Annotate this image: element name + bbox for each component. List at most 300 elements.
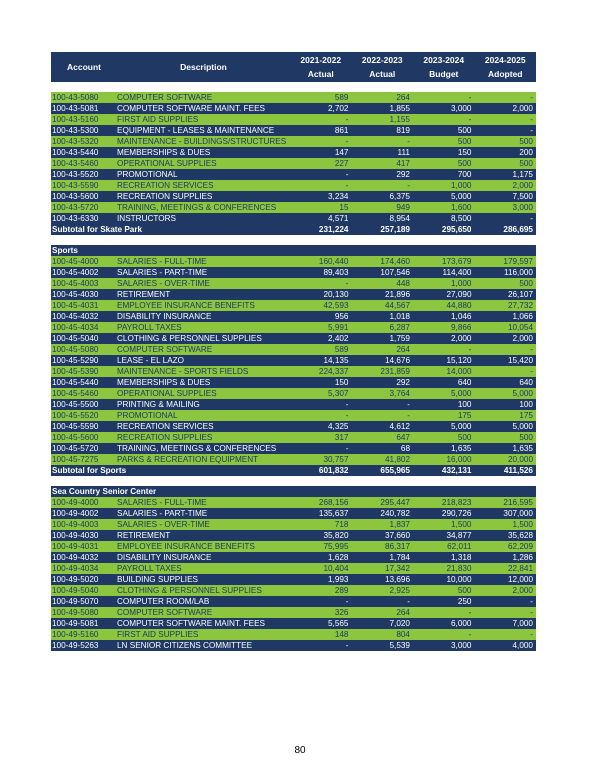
amount-cell: 2,925 — [389, 586, 410, 595]
table-row — [51, 202, 536, 213]
amount-cell: 500 — [457, 586, 472, 595]
amount-cell: 640 — [457, 378, 472, 387]
amount-cell: 2,402 — [328, 334, 349, 343]
amount-cell: 22,841 — [507, 564, 533, 573]
amount-cell: 326 — [334, 608, 349, 617]
amount-cell: 5,000 — [451, 389, 472, 398]
amount-cell: 1,500 — [451, 520, 472, 529]
amount-cell: 5,000 — [451, 192, 472, 201]
description-header: Description — [180, 62, 227, 72]
amount-cell: 1,600 — [451, 203, 472, 212]
amount-cell: 160,440 — [318, 257, 349, 266]
account-cell: 100-49-5080 — [52, 608, 99, 617]
description-cell: COMPUTER SOFTWARE MAINT. FEES — [117, 619, 265, 628]
amount-cell: 1,000 — [451, 181, 472, 190]
table-row — [51, 180, 536, 191]
table-row — [51, 585, 536, 596]
description-cell: PRINTING & MAILING — [117, 400, 200, 409]
amount-cell: 1,628 — [328, 553, 349, 562]
amount-cell: 5,991 — [328, 323, 349, 332]
amount-cell: 27,090 — [446, 290, 472, 299]
description-cell: COMPUTER SOFTWARE — [117, 93, 213, 102]
table-row — [51, 541, 536, 552]
account-cell: 100-49-4034 — [52, 564, 99, 573]
amount-cell: 1,784 — [389, 553, 410, 562]
description-cell: EQUIPMENT - LEASES & MAINTENANCE — [117, 126, 275, 135]
table-row — [51, 640, 536, 651]
amount-cell: 1,837 — [389, 520, 410, 529]
account-cell: 100-45-4032 — [52, 312, 99, 321]
amount-cell: 5,000 — [451, 422, 472, 431]
description-cell: DISABILITY INSURANCE — [117, 553, 212, 562]
description-cell: COMPUTER SOFTWARE — [117, 345, 213, 354]
amount-cell: - — [530, 345, 533, 354]
amount-cell: 949 — [396, 203, 410, 212]
amount-cell: 21,830 — [446, 564, 472, 573]
account-cell: 100-45-5460 — [52, 389, 99, 398]
amount-cell: 4,000 — [512, 641, 533, 650]
amount-cell: 7,000 — [512, 619, 533, 628]
amount-cell: 640 — [519, 378, 533, 387]
table-row — [51, 574, 536, 585]
page-number: 80 — [294, 745, 306, 756]
amount-cell: - — [345, 400, 349, 409]
table-row — [51, 333, 536, 344]
account-cell: 100-49-4032 — [52, 553, 99, 562]
description-cell: LEASE - EL LAZO — [117, 356, 185, 365]
amount-cell: 2,000 — [451, 334, 472, 343]
description-cell: COMPUTER ROOM/LAB — [117, 597, 210, 606]
account-cell: 100-45-4002 — [52, 268, 99, 277]
description-cell: BUILDING SUPPLIES — [117, 575, 198, 584]
amount-cell: 20,000 — [507, 455, 533, 464]
amount-cell: 148 — [334, 630, 349, 639]
amount-cell: 86,317 — [384, 542, 410, 551]
col-header-2024-2025: 2024-2025 Adopted — [484, 55, 526, 79]
amount-cell: 175 — [519, 411, 533, 420]
table-row — [51, 388, 536, 399]
sports-subtotal: Subtotal for Sports 601,832 655,965 432,131 411,526 — [51, 465, 536, 476]
amount-cell: - — [530, 93, 533, 102]
description-cell: PAYROLL TAXES — [117, 564, 182, 573]
amount-cell: 1,500 — [512, 520, 533, 529]
account-cell: 100-45-5500 — [52, 400, 99, 409]
account-cell: 100-45-4000 — [52, 257, 99, 266]
table-row — [51, 92, 536, 103]
amount-cell: 216,595 — [503, 498, 533, 507]
amount-cell: 1,993 — [328, 575, 349, 584]
amount-cell: 75,995 — [323, 542, 349, 551]
amount-cell: 62,209 — [507, 542, 533, 551]
account-cell: 100-43-5720 — [52, 203, 99, 212]
amount-cell: - — [345, 597, 349, 606]
amount-cell: 290,726 — [441, 509, 472, 518]
account-cell: 100-43-5520 — [52, 170, 99, 179]
description-cell: MEMBERSHIPS & DUES — [117, 148, 211, 157]
table-row — [51, 497, 536, 508]
amount-cell: 150 — [334, 378, 349, 387]
amount-cell: 1,046 — [451, 312, 472, 321]
amount-cell: 500 — [519, 159, 533, 168]
description-cell: RETIREMENT — [117, 531, 171, 540]
amount-cell: - — [468, 630, 472, 639]
amount-cell: 448 — [396, 279, 410, 288]
amount-cell: 589 — [334, 93, 349, 102]
amount-cell: - — [345, 137, 349, 146]
description-cell: MAINTENANCE - BUILDINGS/STRUCTURES — [117, 137, 287, 146]
amount-cell: 227 — [334, 159, 349, 168]
table-row — [51, 508, 536, 519]
amount-cell: 218,823 — [441, 498, 472, 507]
amount-cell: 292 — [396, 170, 410, 179]
amount-cell: - — [345, 115, 349, 124]
account-cell: 100-49-5020 — [52, 575, 99, 584]
amount-cell: 10,054 — [507, 323, 533, 332]
description-cell: COMPUTER SOFTWARE — [117, 608, 213, 617]
amount-cell: - — [345, 641, 349, 650]
amount-cell: 10,000 — [446, 575, 472, 584]
amount-cell: 14,000 — [446, 367, 472, 376]
amount-cell: - — [407, 400, 410, 409]
amount-cell: 41,802 — [384, 455, 410, 464]
amount-cell: 231,859 — [380, 367, 410, 376]
description-cell: FIRST AID SUPPLIES — [117, 115, 199, 124]
account-cell: 100-49-5160 — [52, 630, 99, 639]
amount-cell: 3,000 — [451, 104, 472, 113]
amount-cell: 15 — [339, 203, 349, 212]
amount-cell: 264 — [396, 345, 410, 354]
amount-cell: 147 — [334, 148, 349, 157]
table-row — [51, 618, 536, 629]
description-cell: MAINTENANCE - SPORTS FIELDS — [117, 367, 249, 376]
account-cell: 100-49-4002 — [52, 509, 99, 518]
amount-cell: 4,325 — [328, 422, 349, 431]
table-row — [51, 213, 536, 224]
description-cell: SALARIES - OVER-TIME — [117, 520, 210, 529]
account-cell: 100-49-5040 — [52, 586, 99, 595]
account-cell: 100-45-5040 — [52, 334, 99, 343]
amount-cell: 804 — [396, 630, 410, 639]
account-cell: 100-43-5080 — [52, 93, 99, 102]
amount-cell: 5,307 — [328, 389, 349, 398]
amount-cell: - — [345, 411, 349, 420]
description-cell: PROMOTIONAL — [117, 411, 178, 420]
amount-cell: 30,757 — [323, 455, 349, 464]
amount-cell: 3,000 — [451, 641, 472, 650]
table-row — [51, 454, 536, 465]
amount-cell: 107,546 — [380, 268, 410, 277]
description-cell: TRAINING, MEETINGS & CONFERENCES — [117, 203, 277, 212]
amount-cell: 5,000 — [512, 389, 533, 398]
amount-cell: 173,679 — [441, 257, 472, 266]
amount-cell: 1,286 — [512, 553, 533, 562]
account-cell: 100-43-5440 — [52, 148, 99, 157]
amount-cell: 15,120 — [446, 356, 472, 365]
table-row — [51, 191, 536, 202]
amount-cell: 1,855 — [389, 104, 410, 113]
account-cell: 100-45-5520 — [52, 411, 99, 420]
amount-cell: 37,660 — [384, 531, 410, 540]
amount-cell: 111 — [397, 148, 410, 157]
amount-cell: 20,130 — [323, 290, 349, 299]
amount-cell: 500 — [519, 137, 533, 146]
amount-cell: 647 — [396, 433, 410, 442]
amount-cell: 307,000 — [503, 509, 533, 518]
amount-cell: 2,000 — [512, 334, 533, 343]
table-row — [51, 136, 536, 147]
table-row — [51, 103, 536, 114]
account-cell: 100-45-5080 — [52, 345, 99, 354]
description-cell: PARKS & RECREATION EQUIPMENT — [117, 455, 259, 464]
description-cell: SALARIES - OVER-TIME — [117, 279, 210, 288]
amount-cell: 17,342 — [384, 564, 410, 573]
amount-cell: 8,500 — [451, 214, 472, 223]
amount-cell: 589 — [334, 345, 349, 354]
description-cell: EMPLOYEE INSURANCE BENEFITS — [117, 542, 255, 551]
amount-cell: 9,866 — [451, 323, 472, 332]
amount-cell: 4,571 — [328, 214, 349, 223]
amount-cell: 240,782 — [380, 509, 410, 518]
table-row — [51, 596, 536, 607]
amount-cell: 6,287 — [389, 323, 410, 332]
amount-cell: - — [530, 608, 533, 617]
table-row — [51, 169, 536, 180]
amount-cell: 956 — [334, 312, 349, 321]
account-cell: 100-49-4000 — [52, 498, 99, 507]
amount-cell: 200 — [519, 148, 533, 157]
amount-cell: 7,020 — [389, 619, 410, 628]
amount-cell: - — [468, 93, 472, 102]
amount-cell: 500 — [457, 433, 472, 442]
col-header-2023-2024: 2023-2024 Budget — [423, 55, 465, 79]
description-cell: CLOTHING & PERSONNEL SUPPLIES — [117, 586, 262, 595]
amount-cell: 6,375 — [389, 192, 410, 201]
amount-cell: 6,000 — [451, 619, 472, 628]
account-cell: 100-49-5081 — [52, 619, 99, 628]
amount-cell: 26,107 — [507, 290, 533, 299]
amount-cell: 3,000 — [512, 203, 533, 212]
account-cell: 100-43-5590 — [52, 181, 99, 190]
senior-center-rows — [51, 497, 536, 651]
amount-cell: 2,000 — [512, 181, 533, 190]
account-cell: 100-49-4030 — [52, 531, 99, 540]
amount-cell: 861 — [334, 126, 349, 135]
amount-cell: 819 — [396, 126, 410, 135]
senior-center-section-title: Sea Country Senior Center — [51, 486, 536, 497]
amount-cell: 264 — [396, 93, 410, 102]
amount-cell: 1,635 — [512, 444, 533, 453]
table-row — [51, 421, 536, 432]
description-cell: RECREATION SERVICES — [117, 181, 214, 190]
amount-cell: 1,066 — [512, 312, 533, 321]
amount-cell: 3,234 — [328, 192, 349, 201]
amount-cell: 718 — [334, 520, 349, 529]
description-cell: FIRST AID SUPPLIES — [117, 630, 199, 639]
amount-cell: 114,400 — [442, 268, 472, 277]
amount-cell: 500 — [457, 159, 472, 168]
amount-cell: 3,764 — [389, 389, 410, 398]
amount-cell: - — [407, 181, 410, 190]
table-row — [51, 300, 536, 311]
sports-rows — [51, 256, 536, 465]
table-header — [51, 52, 536, 82]
amount-cell: 268,156 — [318, 498, 349, 507]
table-row — [51, 311, 536, 322]
table-row — [51, 530, 536, 541]
description-cell: SALARIES - FULL-TIME — [117, 257, 207, 266]
account-cell: 100-45-5390 — [52, 367, 99, 376]
amount-cell: 500 — [457, 137, 472, 146]
amount-cell: 700 — [457, 170, 472, 179]
table-row — [51, 399, 536, 410]
amount-cell: 62,011 — [447, 542, 472, 551]
amount-cell: 150 — [457, 148, 472, 157]
description-cell: PROMOTIONAL — [117, 170, 178, 179]
description-cell: PAYROLL TAXES — [117, 323, 182, 332]
amount-cell: - — [530, 367, 533, 376]
amount-cell: - — [530, 597, 533, 606]
sports-section-title: Sports — [51, 245, 536, 256]
amount-cell: 14,676 — [384, 356, 410, 365]
table-row — [51, 158, 536, 169]
amount-cell: 35,820 — [323, 531, 349, 540]
amount-cell: 27,732 — [507, 301, 533, 310]
description-cell: OPERATIONAL SUPPLIES — [117, 159, 217, 168]
amount-cell: 116,000 — [504, 268, 533, 277]
amount-cell: - — [407, 597, 410, 606]
amount-cell: 264 — [396, 608, 410, 617]
skate-park-rows — [51, 92, 536, 224]
amount-cell: - — [345, 279, 349, 288]
amount-cell: 8,954 — [389, 214, 410, 223]
amount-cell: 292 — [396, 378, 410, 387]
table-row — [51, 355, 536, 366]
amount-cell: 89,403 — [323, 268, 349, 277]
col-header-2021-2022: 2021-2022 Actual — [300, 55, 342, 79]
account-cell: 100-45-5720 — [52, 444, 99, 453]
account-cell: 100-43-5081 — [52, 104, 99, 113]
description-cell: INSTRUCTORS — [117, 214, 176, 223]
table-row — [51, 607, 536, 618]
description-cell: LN SENIOR CITIZENS COMMITTEE — [117, 641, 253, 650]
account-cell: 100-49-4003 — [52, 520, 99, 529]
account-cell: 100-45-4034 — [52, 323, 99, 332]
amount-cell: 100 — [519, 400, 533, 409]
col-header-2022-2023: 2022-2023 Actual — [361, 55, 403, 79]
table-row — [51, 443, 536, 454]
amount-cell: 14,135 — [323, 356, 349, 365]
amount-cell: 417 — [396, 159, 410, 168]
amount-cell: 179,597 — [503, 257, 533, 266]
table-row — [51, 344, 536, 355]
table-row — [51, 278, 536, 289]
amount-cell: - — [468, 345, 472, 354]
account-cell: 100-43-5320 — [52, 137, 99, 146]
table-row — [51, 629, 536, 640]
table-row — [51, 377, 536, 388]
table-row — [51, 563, 536, 574]
amount-cell: 10,404 — [323, 564, 349, 573]
description-cell: RECREATION SERVICES — [117, 422, 214, 431]
account-cell: 100-43-5600 — [52, 192, 99, 201]
amount-cell: 4,612 — [389, 422, 410, 431]
amount-cell: 175 — [457, 411, 472, 420]
account-cell: 100-45-4031 — [52, 301, 99, 310]
table-row — [51, 256, 536, 267]
account-cell: 100-45-4003 — [52, 279, 99, 288]
table-row — [51, 267, 536, 278]
amount-cell: 1,155 — [389, 115, 410, 124]
amount-cell: 289 — [334, 586, 349, 595]
description-cell: CLOTHING & PERSONNEL SUPPLIES — [117, 334, 262, 343]
description-cell: MEMBERSHIPS & DUES — [117, 378, 211, 387]
amount-cell: 500 — [457, 126, 472, 135]
amount-cell: 1,175 — [512, 170, 533, 179]
amount-cell: - — [468, 115, 472, 124]
amount-cell: - — [345, 170, 349, 179]
account-cell: 100-49-4031 — [52, 542, 99, 551]
amount-cell: - — [407, 137, 410, 146]
account-cell: 100-45-5440 — [52, 378, 99, 387]
description-cell: SALARIES - PART-TIME — [117, 509, 208, 518]
table-row — [51, 519, 536, 530]
account-cell: 100-43-6330 — [52, 214, 99, 223]
account-cell: 100-45-5290 — [52, 356, 99, 365]
description-cell: COMPUTER SOFTWARE MAINT. FEES — [117, 104, 265, 113]
account-cell: 100-45-7275 — [52, 455, 99, 464]
amount-cell: 1,635 — [451, 444, 472, 453]
amount-cell: 5,539 — [389, 641, 410, 650]
description-cell: RECREATION SUPPLIES — [117, 192, 213, 201]
account-cell: 100-45-5590 — [52, 422, 99, 431]
description-cell: OPERATIONAL SUPPLIES — [117, 389, 217, 398]
account-cell: 100-45-4030 — [52, 290, 99, 299]
amount-cell: - — [345, 444, 349, 453]
amount-cell: 44,880 — [446, 301, 472, 310]
amount-cell: 1,018 — [389, 312, 410, 321]
amount-cell: 1,000 — [451, 279, 472, 288]
amount-cell: - — [530, 630, 533, 639]
amount-cell: 2,000 — [512, 104, 533, 113]
amount-cell: 1,759 — [389, 334, 410, 343]
account-cell: 100-49-5070 — [52, 597, 99, 606]
amount-cell: 35,628 — [507, 531, 533, 540]
amount-cell: 250 — [457, 597, 472, 606]
amount-cell: - — [530, 115, 533, 124]
account-cell: 100-45-5600 — [52, 433, 99, 442]
account-cell: 100-43-5460 — [52, 159, 99, 168]
amount-cell: 34,877 — [446, 531, 472, 540]
amount-cell: 68 — [400, 444, 410, 453]
skate-park-subtotal: Subtotal for Skate Park 231,224 257,189 295,650 286,695 — [51, 224, 536, 235]
account-cell: 100-43-5300 — [52, 126, 99, 135]
amount-cell: 135,637 — [318, 509, 349, 518]
amount-cell: 500 — [519, 279, 533, 288]
table-row — [51, 147, 536, 158]
amount-cell: 42,593 — [323, 301, 349, 310]
table-row — [51, 322, 536, 333]
amount-cell: - — [345, 181, 349, 190]
amount-cell: 7,500 — [512, 192, 533, 201]
account-cell: 100-43-5160 — [52, 115, 99, 124]
amount-cell: - — [530, 214, 533, 223]
description-cell: SALARIES - FULL-TIME — [117, 498, 207, 507]
table-row — [51, 410, 536, 421]
amount-cell: - — [407, 411, 410, 420]
description-cell: TRAINING, MEETINGS & CONFERENCES — [117, 444, 277, 453]
amount-cell: 295,447 — [380, 498, 410, 507]
amount-cell: 44,567 — [384, 301, 410, 310]
